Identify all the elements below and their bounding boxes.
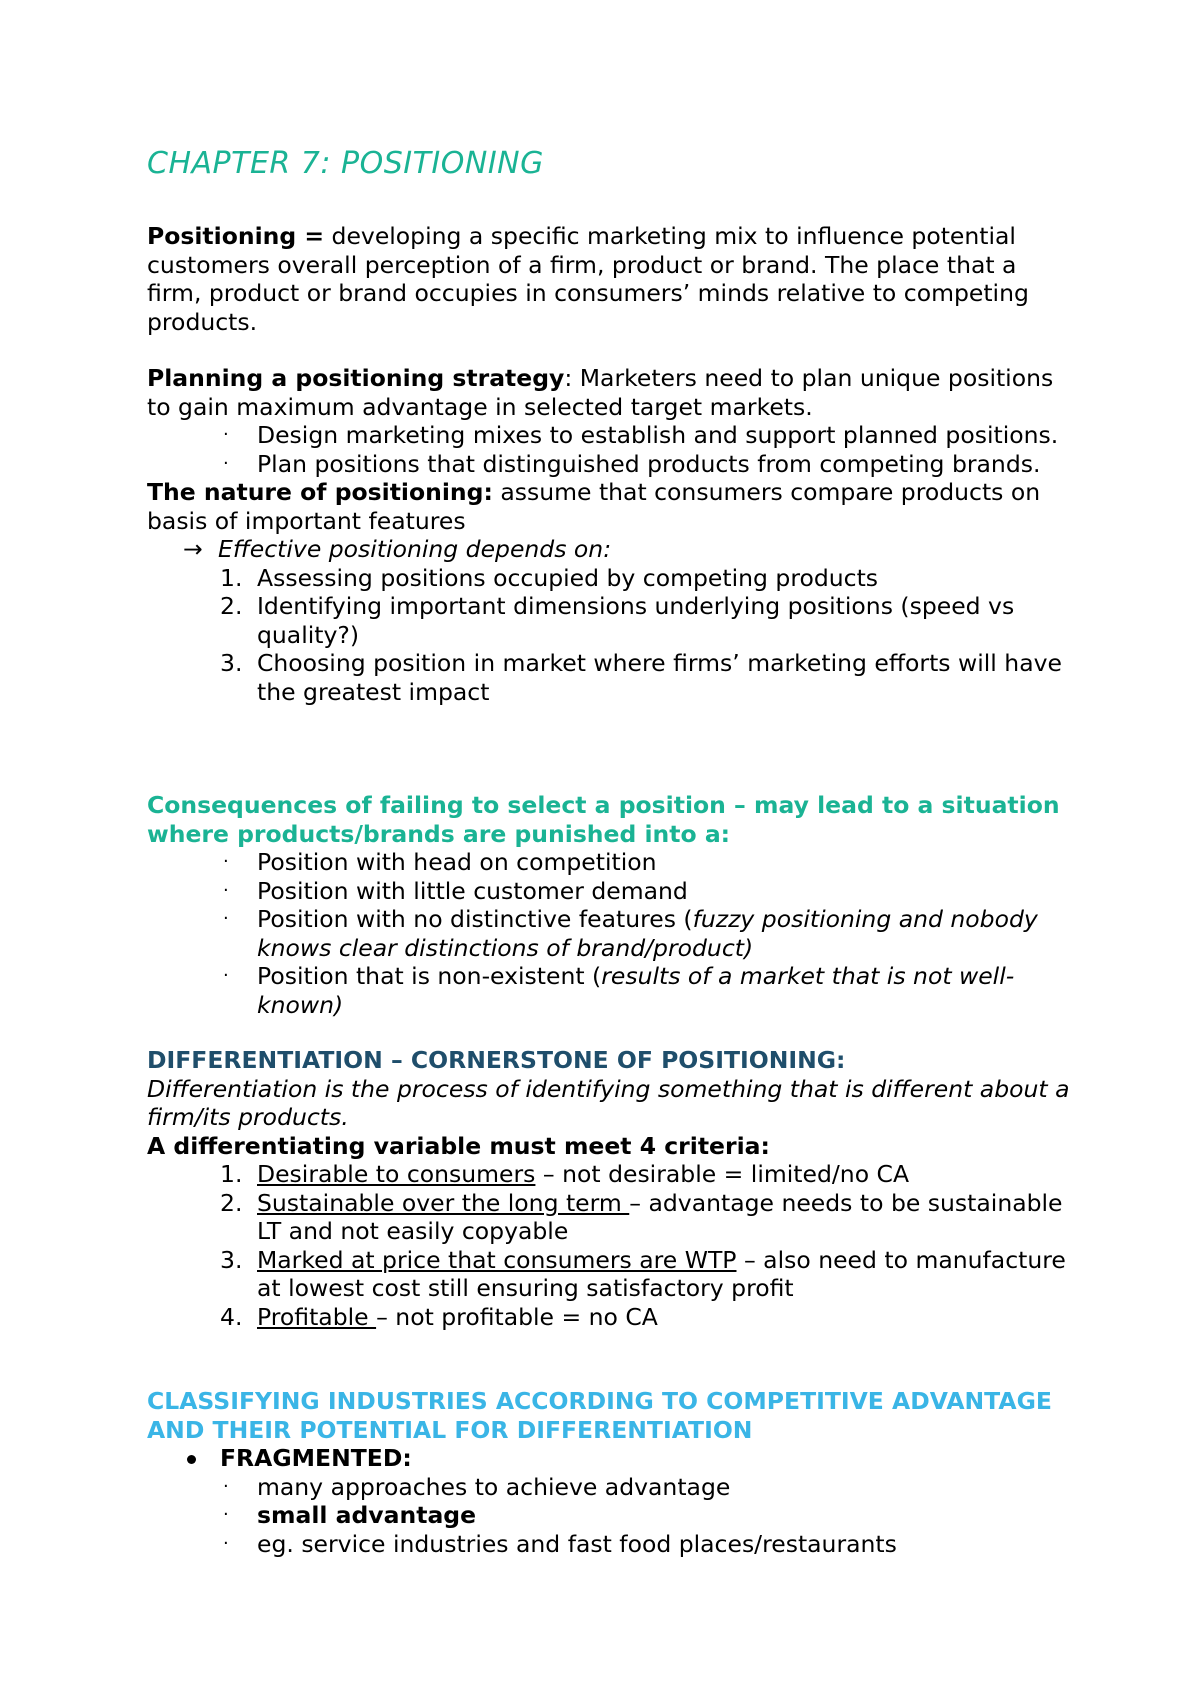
list-number: 1. (220, 1160, 243, 1188)
list-number: 2. (220, 592, 243, 620)
list-item (147, 1501, 1077, 1530)
differentiation-section (147, 1046, 1077, 1331)
list-item (147, 962, 1077, 1019)
arrow-right-icon: → (183, 535, 203, 563)
list-item-text: Position with little customer demand (257, 876, 688, 905)
list-item-text: Assessing positions occupied by competing products (257, 563, 879, 592)
chapter-title: CHAPTER 7: POSITIONING (147, 146, 544, 181)
list-item (147, 1246, 1077, 1303)
nature-list (147, 564, 1077, 707)
planning-text: : Marketers need to plan unique positions to gain maximum advantage in selected target markets. (147, 364, 1054, 421)
planning-term: Planning a positioning strategy (147, 364, 565, 392)
classifying-section (147, 1387, 1077, 1558)
bullet-icon: · (223, 424, 229, 445)
nature-text: assume that consumers compare products on basis of important features (147, 478, 1041, 535)
bullet-icon: · (223, 879, 229, 901)
list-item-text: Identifying important dimensions underlying positions (speed vs quality?) (257, 592, 1015, 649)
list-number: 3. (220, 649, 243, 677)
list-item-text: Plan positions that distinguished products from competing brands. (257, 449, 1041, 478)
bullet-icon: · (223, 908, 229, 929)
criteria-term: Sustainable over the long term (257, 1188, 630, 1217)
list-item-text: small advantage (257, 1501, 477, 1529)
list-item (147, 450, 1077, 479)
bullet-icon: · (223, 452, 229, 474)
list-number: 1. (220, 563, 243, 592)
list-item-text: Position with no distinctive features ( (257, 905, 693, 933)
planning-section (147, 364, 1077, 706)
positioning-paragraph (147, 222, 1077, 336)
consequences-section (147, 791, 1077, 1019)
list-number: 2. (220, 1188, 243, 1217)
criteria-term: Desirable to consumers (257, 1160, 536, 1188)
bullet-icon: · (223, 1532, 229, 1554)
list-item-text: – also need to manufacture at lowest cost still ensuring satisfactory profit (257, 1245, 1066, 1302)
bullet-icon: · (223, 965, 229, 986)
list-item (147, 905, 1077, 962)
criteria-heading: A differentiating variable must meet 4 criteria: (147, 1131, 770, 1160)
list-item-text: many approaches to achieve advantage (257, 1472, 731, 1501)
planning-paragraph (147, 364, 1077, 421)
list-item-text: Position with head on competition (257, 848, 657, 876)
list-item-text: – advantage needs to be sustainable LT and not easily copyable (257, 1188, 1063, 1245)
list-item (147, 848, 1077, 877)
list-item-text: – not desirable = limited/no CA (535, 1160, 910, 1188)
list-item (147, 649, 1077, 706)
planning-list (147, 421, 1077, 478)
positioning-definition (147, 222, 1077, 336)
list-item (147, 421, 1077, 450)
list-item (147, 1189, 1077, 1246)
list-item-text: Choosing position in market where firms’ marketing efforts will have the greatest impact (257, 649, 1062, 706)
list-item (147, 1160, 1077, 1189)
positioning-term: Positioning = (147, 222, 325, 250)
list-item (147, 1473, 1077, 1502)
list-number: 4. (220, 1302, 243, 1331)
list-item-text: – not profitable = no CA (376, 1302, 658, 1331)
classifying-list (147, 1444, 1077, 1558)
list-number: 3. (220, 1245, 243, 1274)
bullet-icon: · (223, 1475, 229, 1497)
list-item (147, 592, 1077, 649)
effective-positioning-text: Effective positioning depends on: (218, 535, 612, 563)
list-item (147, 1444, 1077, 1473)
list-item-italic-text: results of a market that is not well-known) (257, 962, 1015, 1019)
list-item (147, 877, 1077, 906)
list-item (147, 1530, 1077, 1559)
bullet-icon (187, 1455, 196, 1464)
consequences-heading: Consequences of failing to select a position – may lead to a situation where products/brands are punished into a: (147, 791, 1060, 848)
effective-positioning-line (147, 535, 1077, 564)
differentiation-heading: DIFFERENTIATION – CORNERSTONE OF POSITIONING: (147, 1046, 846, 1074)
positioning-definition-text: developing a specific marketing mix to influence potential customers overall perception of a firm, product or brand. The place that a firm, product or brand occupies in consumers’ minds relative to competing products. (147, 222, 1029, 336)
criteria-list (147, 1160, 1077, 1331)
consequences-list (147, 848, 1077, 1019)
nature-paragraph (147, 478, 1077, 535)
nature-term: The nature of positioning: (147, 478, 493, 506)
list-item-text: Position that is non-existent ( (257, 962, 602, 990)
classifying-heading: CLASSIFYING INDUSTRIES ACCORDING TO COMPETITIVE ADVANTAGE AND THEIR POTENTIAL FOR DIFFERENTIATION (147, 1387, 1052, 1444)
list-item (147, 1303, 1077, 1332)
list-item (147, 564, 1077, 593)
list-item-italic-text: fuzzy positioning and nobody knows clear distinctions of brand/product) (257, 905, 1038, 962)
list-item-text: eg. service industries and fast food places/restaurants (257, 1529, 897, 1558)
group-label: FRAGMENTED: (220, 1444, 412, 1472)
bullet-icon: · (223, 851, 229, 872)
differentiation-definition: Differentiation is the process of identifying something that is different about a firm/its products. (147, 1074, 1070, 1131)
list-item-text: Design marketing mixes to establish and support planned positions. (257, 421, 1059, 449)
criteria-term: Marked at price that consumers are WTP (257, 1245, 737, 1274)
bullet-icon: · (223, 1504, 229, 1525)
criteria-term: Profitable (257, 1302, 377, 1331)
